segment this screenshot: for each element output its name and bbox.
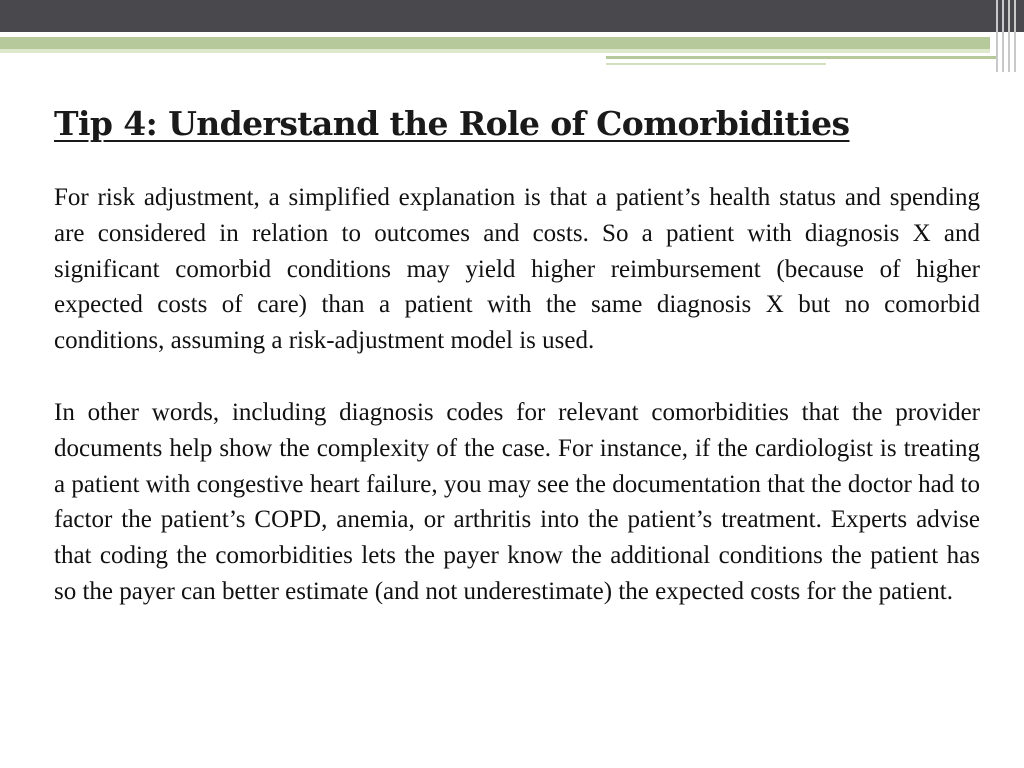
header-green-bar-shade: [0, 49, 990, 53]
header-side-lines: [996, 0, 1018, 72]
body-paragraph-2: In other words, including diagnosis codes for relevant comorbidities that the provider documents help show the complexity of the case. For instance, if the cardiologist is treating a patient with congestive heart failure, you may see the documentation that the doctor had to factor the patient’s COPD, anemia, or arthritis into the patient’s treatment. Experts advise that coding the comorbidities lets the payer know the additional conditions the patient has so the payer can better estimate (and not underestimate) the expected costs for the patient.: [54, 398, 980, 605]
body-paragraph-1: For risk adjustment, a simplified explanation is that a patient’s health status and spending are considered in relation to outcomes and costs. So a patient with diagnosis X and significant comorbid conditions may yield higher reimbursement (because of higher expected costs of care) than a patient with the same diagnosis X but no comorbid conditions, assuming a risk-adjustment model is used.: [54, 184, 980, 355]
header-accent-line: [606, 56, 996, 59]
header-dark-bar: [0, 0, 1024, 32]
header-green-bar: [0, 37, 990, 49]
slide-title: Tip 4: Understand the Role of Comorbidities: [54, 104, 850, 143]
header-accent-line-short: [606, 63, 826, 65]
slide-body: [54, 180, 980, 610]
